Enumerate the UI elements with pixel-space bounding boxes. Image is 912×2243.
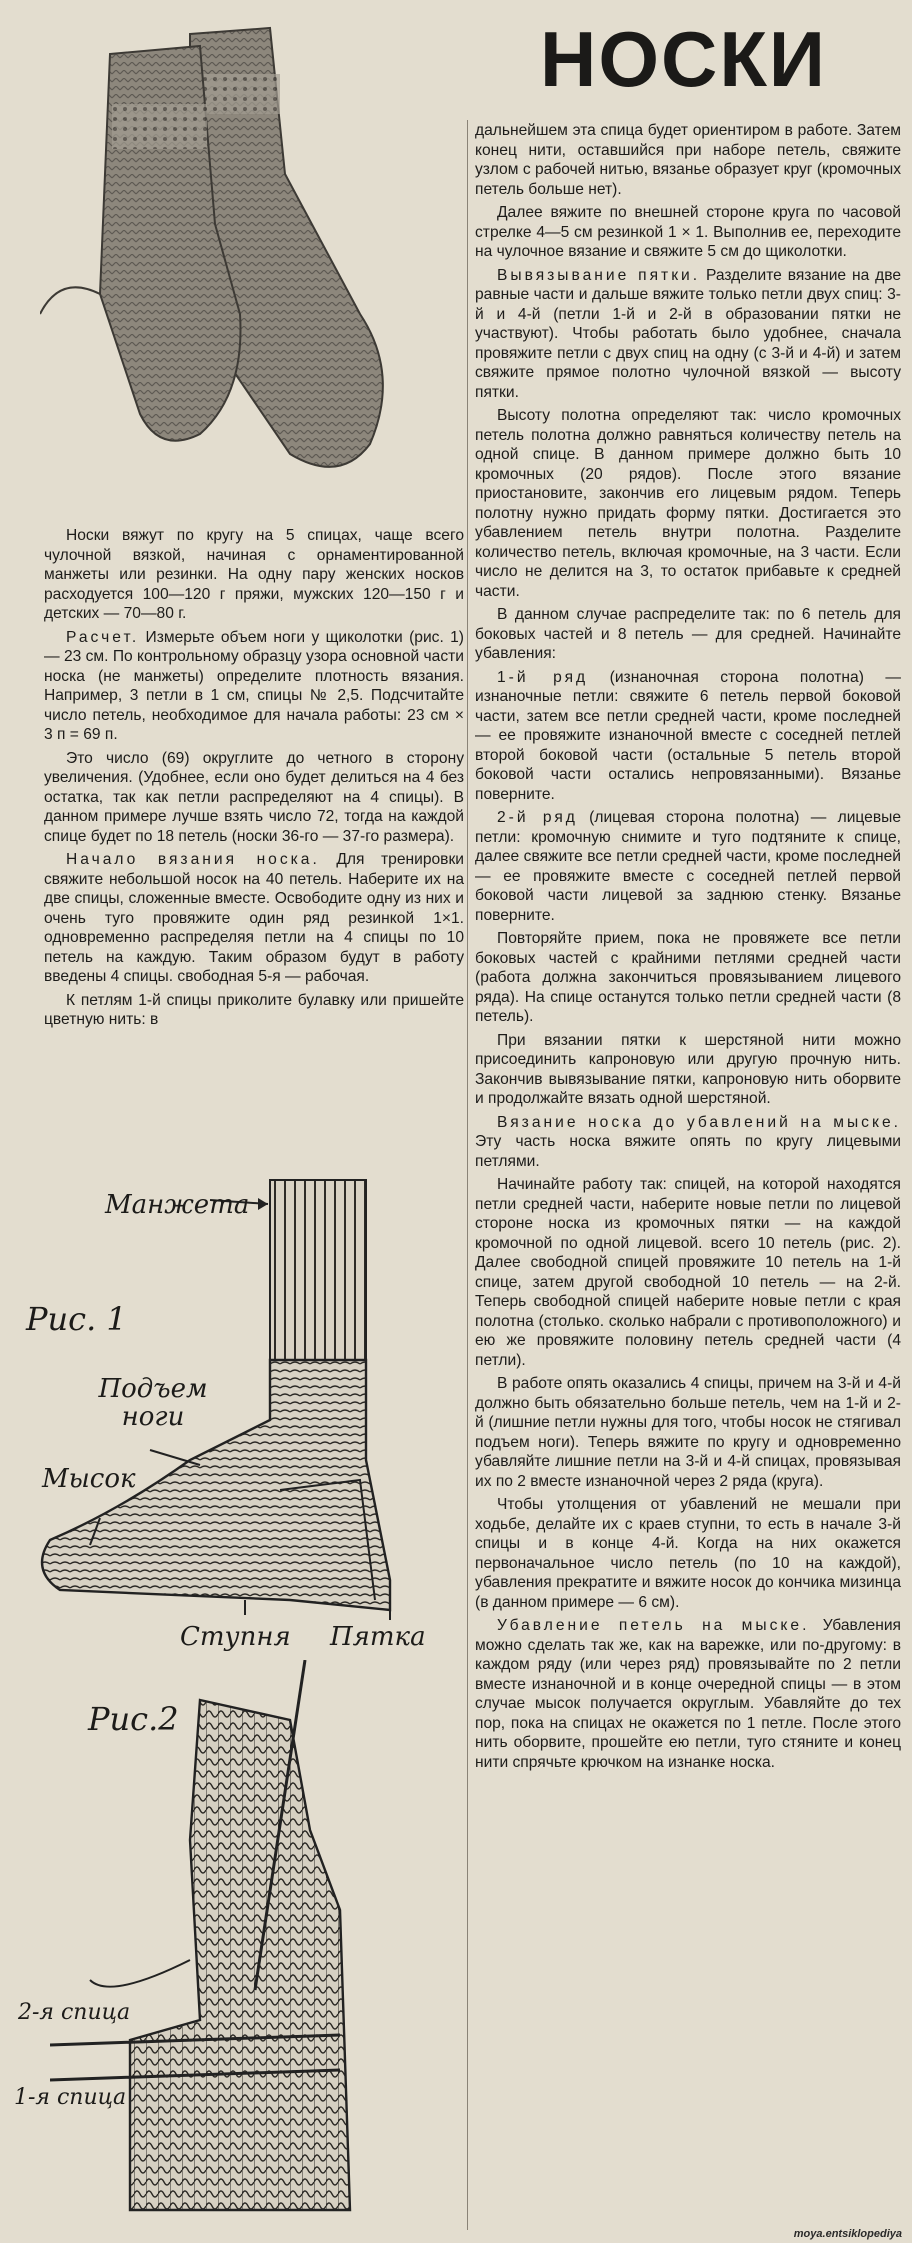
- page-title: НОСКИ: [540, 15, 827, 103]
- paragraph: Начинайте работу так: спицей, на которой находятся петли средней части, наберите новые петли по лицевой стороне носка из кромочных пятки — на каждой кромочной по одной лицевой. всего 10 петель (рис. 2). Далее свободной спицей провяжите 10 петель на 1-й спице, затем другой свободной 10 петель — на 2-й. Теперь свободной спицей наберите новые петли с края полотна (столько. сколько набрали с противоположного) и ею же провяжите половину петель средней части (4 петли).: [475, 1176, 901, 1369]
- right-column: [475, 121, 901, 1776]
- paragraph: Убавление петель на мыске. Убавления можно сделать так же, как на варежке, или по-другому: в каждом ряду (или через ряд) провязывайте по 2 петли вместе изнаночной и в конце очередной спицы — в этом случае мысок получается округлым. Убавляйте до тех пор, пока на спицах не окажется по 1 петле. После этого нить оборвите, прошейте ею петли, туго стяните и конец нити спрячьте крючком на изнанке носка.: [475, 1617, 901, 1771]
- paragraph: К петлям 1-й спицы приколите булавку или пришейте цветную нить: в: [44, 991, 464, 1028]
- paragraph: Вязание носка до убавлений на мыске. Эту часть носка вяжите опять по кругу лицевыми петлями.: [475, 1113, 901, 1170]
- paragraph: 2-й ряд (лицевая сторона полотна) — лицевые петли: кромочную снимите и туго подтяните к спице, далее свяжите все петли средней части, кроме последней — ее провяжите вместе с соседней петлей первой боковой части лицевой за заднюю стенку. Вязанье поверните.: [475, 809, 901, 924]
- paragraph: Это число (69) округлите до четного в сторону увеличения. (Удобнее, если оно будет делиться на 4 без остатка, так как петли распределяют на 4 спицы). В данном примере лучше взять число 72, тогда на каждой спице будет по 18 петель (носки 36-го — 37-го размера).: [44, 749, 464, 845]
- figure-1-drawing: [30, 1160, 450, 1630]
- paragraph: 1-й ряд (изнаночная сторона полотна) — изнаночные петли: свяжите 6 петель первой боковой части, затем все петли средней части, кроме последней — ее провяжите изнаночной вместе с соседней петлей второй боковой части (остальные 5 петель второй боковой части остались непровязанными). Вязанье поверните.: [475, 668, 901, 803]
- paragraph: В данном случае распределите так: по 6 петель для боковых частей и 8 петель — для средней. Начинайте убавления:: [475, 606, 901, 662]
- paragraph: Начало вязания носка. Для тренировки свяжите небольшой носок на 40 петель. Наберите их на две спицы, сложенные вместе. Освободите одну из них и очень туго провяжите один ряд резинкой 1×1. одновременно распределяя петли на 4 спицы по 10 петель на каждую. Таким образом будут в работу введены 4 спицы. свободная 5-я — рабочая.: [44, 851, 464, 985]
- label-stupnya: Ступня: [180, 1622, 291, 1652]
- paragraph: При вязании пятки к шерстяной нити можно присоединить капроновую или другую прочную нить. Закончив вывязывание пятки, капроновую нить оборвите и продолжайте вязать одной шерстяной.: [475, 1031, 901, 1107]
- paragraph: Носки вяжут по кругу на 5 спицах, чаще всего чулочной вязкой, начиная с орнаментированной манжеты или резинки. На одну пару женских носков расходуется 100—120 г пряжи, мужских 120—150 г и детских — 70—80 г.: [44, 527, 464, 622]
- label-spica-2: 2-я спица: [18, 2000, 131, 2025]
- paragraph: В работе опять оказались 4 спицы, причем на 3-й и 4-й должно быть обязательно больше петель, чем на 1-й и 2-й (лишние петли нужны для того, чтобы носок не стягивал подъем ноги). Теперь вяжите по кругу и одновременно убавляйте лишние петли на 3-й и 4-й спицах, провязывая их по 2 вместе изнаночной через 2 ряда (круга).: [475, 1375, 901, 1490]
- watermark: moya.entsiklopediya: [793, 2228, 902, 2240]
- label-pyatka: Пятка: [330, 1622, 426, 1652]
- paragraph: Высоту полотна определяют так: число кромочных петель полотна должно равняться количеству петель на одной спице. В данном примере должно быть 10 кромочных (20 рядов). После этого вязание приостановите, закончив его лицевым рядом. Теперь полотну нужно придать форму пятки. Достигается это убавлением петель внутри полотна. Разделите количество петель, включая кромочные, на 3 части. Если число не делится на 3, то остаток прибавьте к средней части.: [475, 407, 901, 600]
- socks-photo: [40, 14, 460, 494]
- label-mysok: Мысок: [42, 1464, 136, 1494]
- left-column: [44, 526, 464, 1034]
- paragraph: дальнейшем эта спица будет ориентиром в работе. Затем конец нити, оставшийся при наборе петель, свяжите узлом с рабочей нитью, вязанье образует круг (кромочных петель больше нет).: [475, 122, 901, 198]
- paragraph: Повторяйте прием, пока не провяжете все петли боковых частей с крайними петлями средней части (работа должна закончиться провязыванием лицевого ряда). На спице останутся только петли средней части (8 петель).: [475, 930, 901, 1025]
- paragraph: Далее вяжите по внешней стороне круга по часовой стрелке 4—5 см резинкой 1 × 1. Выполнив ее, переходите на чулочное вязание и свяжите 5 см до щиколотки.: [475, 204, 901, 260]
- paragraph: Расчет. Измерьте объем ноги у щиколотки (рис. 1) — 23 см. По контрольному образцу узора основной части носка (не манжеты) определите плотность вязания. Например, 3 петли в 1 см, спицы № 2,5. Подсчитайте число петель, необходимое для начала работы: 23 см × 3 п = 69 п.: [44, 628, 464, 743]
- label-spica-1: 1-я спица: [14, 2085, 127, 2110]
- figure-2-drawing: [50, 1660, 410, 2220]
- paragraph: Чтобы утолщения от убавлений не мешали при ходьбе, делайте их с краев ступни, то есть в начале 3-й спицы и в конце 4-й. Когда на них окажется первоначальное число петель (по 10 на каждой), убавления прекратите и вяжите носок до кончика мизинца (в данном примере — 6 см).: [475, 1496, 901, 1611]
- figure-1-caption: Рис. 1: [26, 1300, 127, 1338]
- column-divider: [467, 120, 468, 2230]
- label-podem: Подъем ноги: [98, 1374, 208, 1432]
- figure-2-caption: Рис.2: [88, 1700, 179, 1738]
- label-manzheta: Манжета: [105, 1190, 250, 1220]
- paragraph: Вывязывание пятки. Разделите вязание на две равные части и дальше вяжите только петли двух спиц: 3-й и 4-й (петли 1-й и 2-й в образовании пятки не участвуют). Чтобы работать было удобнее, сначала провяжите петли с двух спиц на одну (с 3-й и 4-й) и затем свяжите прямое полотно чулочной вязкой — высоту пятки.: [475, 266, 901, 401]
